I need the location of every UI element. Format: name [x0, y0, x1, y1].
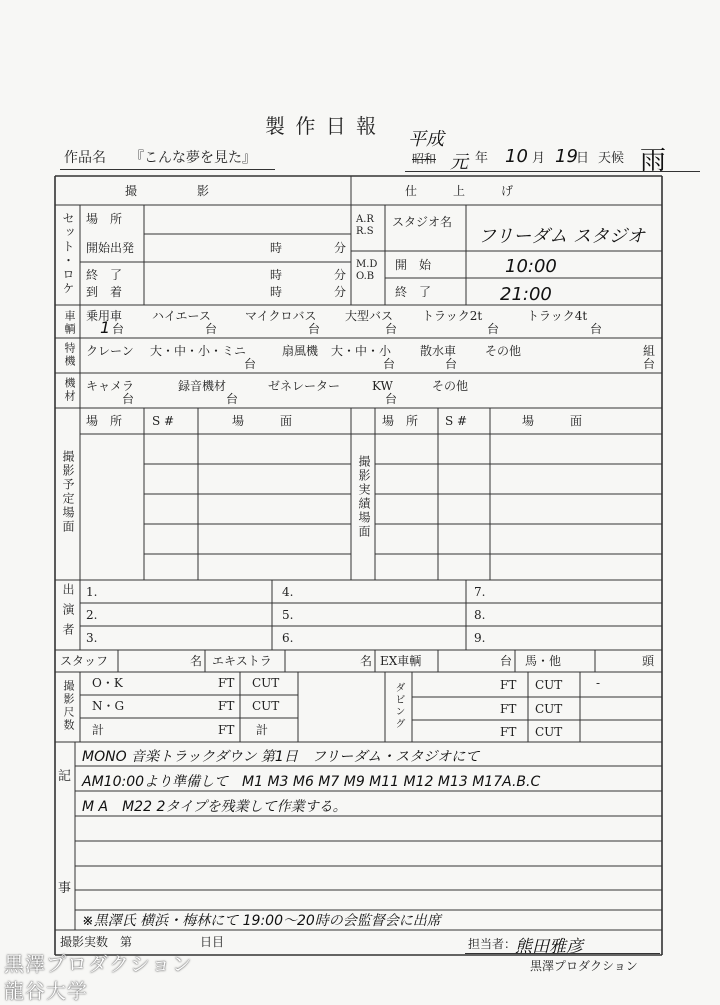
hour-label-3: 時	[270, 285, 283, 299]
vehicle-unit-5: 台	[487, 322, 500, 336]
special-unit-2: 台	[383, 357, 396, 371]
watermark-line-2: 龍谷大学	[4, 979, 88, 1003]
ok-ft: FT	[218, 676, 235, 690]
section-finishing: 仕 上 げ	[405, 184, 514, 198]
horse-label: 馬・他	[525, 654, 562, 668]
equipment-vertical-label: 機材	[63, 377, 76, 403]
hiace-label: ハイエース	[152, 309, 211, 323]
arrive-label: 到 着	[86, 285, 123, 299]
notes-label-bottom: 事	[58, 881, 72, 896]
company-name: 黒澤プロダクション	[530, 959, 638, 973]
special-set-unit: 組	[643, 344, 656, 358]
ng-label: N・G	[92, 699, 125, 713]
ex-vehicle-label: EX車輌	[380, 654, 422, 668]
minute-label-2: 分	[334, 268, 347, 282]
year-unit: 年	[475, 151, 489, 166]
studio-name-value: フリーダム スタジオ	[478, 226, 646, 247]
ex-vehicle-unit: 台	[500, 654, 513, 668]
studio-start-value: 10:00	[505, 256, 557, 277]
vehicle-unit-6: 台	[590, 322, 603, 336]
dub-cut-3: CUT	[535, 725, 563, 739]
passenger-car-label: 乗用車	[86, 309, 123, 323]
place-label: 場 所	[86, 212, 123, 226]
day-unit: 日	[576, 151, 590, 166]
scene-place-header-1: 場 所	[86, 414, 123, 428]
person-underline	[465, 953, 660, 954]
studio-end-value: 21:00	[500, 284, 552, 305]
ok-label: O・K	[92, 676, 123, 690]
section-shooting: 撮 影	[125, 184, 210, 198]
weather-value: 雨	[640, 146, 667, 176]
end-label: 終 了	[86, 268, 123, 282]
minute-label-1: 分	[334, 241, 347, 255]
cast-number-7: 7.	[474, 585, 486, 599]
cast-number-6: 6.	[282, 631, 294, 645]
notes-line-2: AM10:00より準備して M1 M3 M6 M7 M9 M11 M12 M13 M17A.B.C	[82, 774, 541, 790]
dub-label: ダビング	[393, 682, 404, 730]
equip-unit-3: 台	[385, 392, 398, 406]
cast-number-9: 9.	[474, 631, 486, 645]
notes-line-3: M A M22 2タイプを残業して作業する。	[82, 799, 347, 815]
day-value: 19	[555, 146, 578, 167]
cast-number-2: 2.	[86, 608, 98, 622]
studio-start-label: 開 始	[395, 258, 432, 272]
shoot-days-label: 撮影実数 第	[60, 935, 133, 949]
dub-ft-2: FT	[500, 702, 517, 716]
cast-number-4: 4.	[282, 585, 294, 599]
horse-unit: 頭	[642, 654, 655, 668]
month-unit: 月	[532, 151, 546, 166]
crane-label: クレーン	[86, 344, 134, 358]
vehicles-vertical-label: 車輌	[63, 310, 76, 336]
microbus-label: マイクロバス	[245, 309, 317, 323]
sound-label: 録音機材	[178, 379, 227, 393]
month-value: 10	[505, 146, 528, 167]
special-unit-3: 台	[445, 357, 458, 371]
dub-ft-3: FT	[500, 725, 517, 739]
set-loc-vertical-label: セット・ロケ	[61, 212, 75, 296]
cast-number-5: 5.	[282, 608, 294, 622]
dub-cut-2: CUT	[535, 702, 563, 716]
scene-header-2: 場 面	[522, 414, 583, 428]
cast-number-1: 1.	[86, 585, 98, 599]
cast-number-3: 3.	[86, 631, 98, 645]
work-label: 作品名	[64, 150, 106, 166]
truck4t-label: トラック4t	[527, 309, 588, 323]
equip-unit-1: 台	[122, 392, 135, 406]
hour-label-1: 時	[270, 241, 283, 255]
fan-sizes: 大・中・小	[331, 344, 392, 358]
staff-label: スタッフ	[60, 654, 109, 668]
vehicle-unit-3: 台	[308, 322, 321, 336]
truck2t-label: トラック2t	[422, 309, 483, 323]
total-ft: FT	[218, 723, 235, 737]
footage-vertical-label: 撮影尺数	[62, 680, 75, 732]
special-unit-4: 台	[643, 357, 656, 371]
person-name: 熊田雅彦	[515, 937, 583, 957]
notes-label-top: 記	[58, 769, 72, 784]
notes-line-1: MONO 音楽トラックダウン 第1日 フリーダム・スタジオにて	[82, 749, 480, 765]
planned-scenes-label: 撮影予定場面	[61, 450, 75, 534]
ar-rs-label: A.R R.S	[356, 214, 374, 237]
water-truck-label: 散水車	[420, 344, 457, 358]
studio-name-label: スタジオ名	[392, 215, 453, 229]
special-other-label: その他	[485, 344, 522, 358]
equip-other-label: その他	[432, 379, 469, 393]
special-equipment-vertical-label: 特機	[63, 342, 76, 368]
cast-number-8: 8.	[474, 608, 486, 622]
scene-header-1: 場 面	[232, 414, 293, 428]
extra-label: エキストラ	[212, 654, 272, 668]
start-depart-label: 開始出発	[86, 241, 135, 255]
studio-end-label: 終 了	[395, 285, 432, 299]
passenger-car-count: 1	[100, 318, 111, 337]
watermark-line-1: 黒澤プロダクション	[4, 952, 193, 976]
vehicle-unit-1: 台	[112, 322, 125, 336]
vehicle-unit-4: 台	[385, 322, 398, 336]
extra-name-unit: 名	[360, 654, 373, 668]
dub-ft-1: FT	[500, 678, 517, 692]
staff-name-unit: 名	[190, 654, 203, 668]
vehicle-unit-2: 台	[205, 322, 218, 336]
kw-label: KW	[372, 379, 393, 393]
minute-label-3: 分	[334, 285, 347, 299]
md-ob-label: M.D O.B	[356, 259, 378, 282]
dub-cut-1: CUT	[535, 678, 563, 692]
fan-label: 扇風機	[282, 344, 319, 358]
scene-place-header-2: 場 所	[382, 414, 419, 428]
ng-cut: CUT	[252, 699, 280, 713]
generator-label: ゼネレーター	[268, 379, 341, 393]
special-unit-1: 台	[244, 357, 257, 371]
ok-cut: CUT	[252, 676, 280, 690]
person-label: 担当者：	[468, 937, 517, 951]
year-value: 元	[450, 152, 468, 173]
notes-line-4: ※黒澤氏 横浜・梅林にて 19:00～20時の会監督会に出席	[82, 913, 441, 929]
scene-sno-header-1: S #	[152, 414, 175, 428]
hour-label-2: 時	[270, 268, 283, 282]
dub-dash: -	[596, 676, 601, 690]
total-label: 計	[92, 723, 105, 737]
camera-label: キャメラ	[86, 379, 135, 393]
crane-sizes: 大・中・小・ミニ	[150, 344, 247, 358]
page-title: 製 作 日 報	[265, 114, 379, 138]
shoot-days-unit: 日目	[200, 935, 225, 949]
equip-unit-2: 台	[226, 392, 239, 406]
cast-vertical-label: 出演者	[61, 583, 75, 643]
large-bus-label: 大型バス	[345, 309, 394, 323]
work-title: 『こんな夢を見た』	[130, 150, 256, 166]
weather-label: 天候	[598, 151, 625, 166]
scene-sno-header-2: S #	[445, 414, 468, 428]
era-handwritten: 平成	[408, 129, 444, 150]
actual-scenes-label: 撮影実績場面	[357, 455, 371, 539]
total-total: 計	[256, 723, 269, 737]
era-printed: 昭和	[412, 152, 437, 166]
ng-ft: FT	[218, 699, 235, 713]
